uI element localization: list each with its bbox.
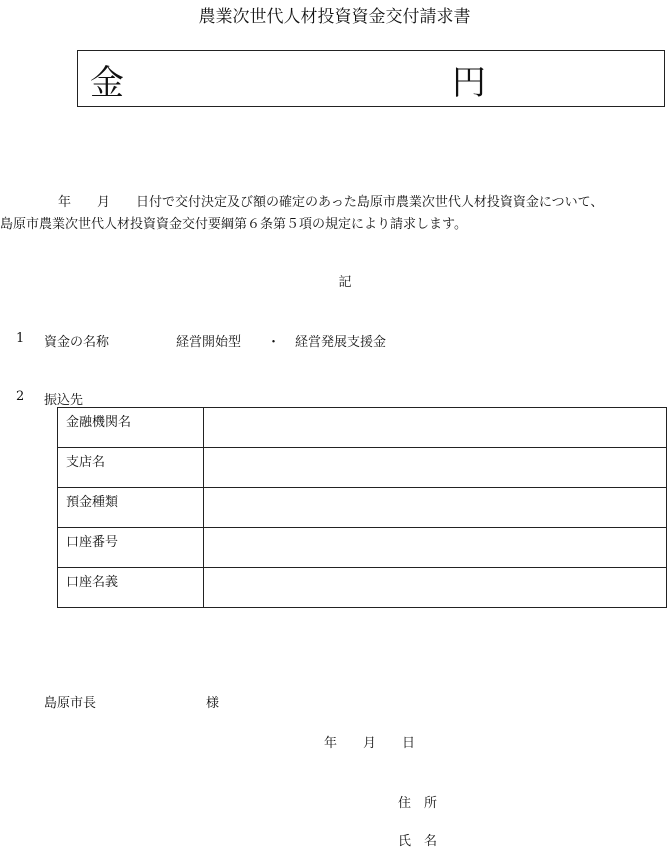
item1-label: 資金の名称: [44, 335, 110, 350]
row-label-account-number: 口座番号: [58, 528, 204, 568]
branch-name-field[interactable]: [204, 448, 667, 488]
addressee-honorific: 様: [206, 696, 220, 711]
address-label: 住 所: [398, 796, 438, 811]
table-row: [58, 528, 667, 568]
row-label-deposit-type: 預金種類: [58, 488, 204, 528]
fund-type-option-a: 経営開始型: [176, 335, 242, 350]
addressee: 島原市長: [44, 696, 97, 711]
amount-prefix: 金: [90, 63, 124, 103]
fund-type-option-b: 経営発展支援金: [295, 335, 387, 350]
deposit-type-field[interactable]: [204, 488, 667, 528]
request-paragraph-line2: 島原市農業次世代人材投資資金交付要綱第６条第５項の規定により請求します。: [0, 217, 467, 232]
row-label-branch-name: 支店名: [58, 448, 204, 488]
account-holder-field[interactable]: [204, 568, 667, 608]
bank-account-table: [57, 407, 667, 608]
table-row: [58, 408, 667, 448]
name-label: 氏 名: [398, 834, 438, 849]
item2-label: 振込先: [44, 393, 84, 408]
date-line: 年 月 日: [324, 736, 416, 751]
request-paragraph-line1: 年 月 日付で交付決定及び額の確定のあった島原市農業次世代人材投資資金について、: [58, 195, 604, 210]
item1-number: 1: [16, 331, 25, 346]
amount-suffix: 円: [452, 63, 486, 103]
page-title: 農業次世代人材投資資金交付請求書: [198, 7, 471, 27]
table-row: [58, 448, 667, 488]
ki-heading: 記: [338, 275, 352, 290]
row-label-account-holder: 口座名義: [58, 568, 204, 608]
table-row: [58, 568, 667, 608]
table-row: [58, 488, 667, 528]
item2-number: 2: [16, 389, 25, 404]
row-label-bank-name: 金融機関名: [58, 408, 204, 448]
fund-type-separator: ・: [267, 335, 281, 350]
bank-name-field[interactable]: [204, 408, 667, 448]
account-number-field[interactable]: [204, 528, 667, 568]
amount-box: [77, 50, 665, 107]
